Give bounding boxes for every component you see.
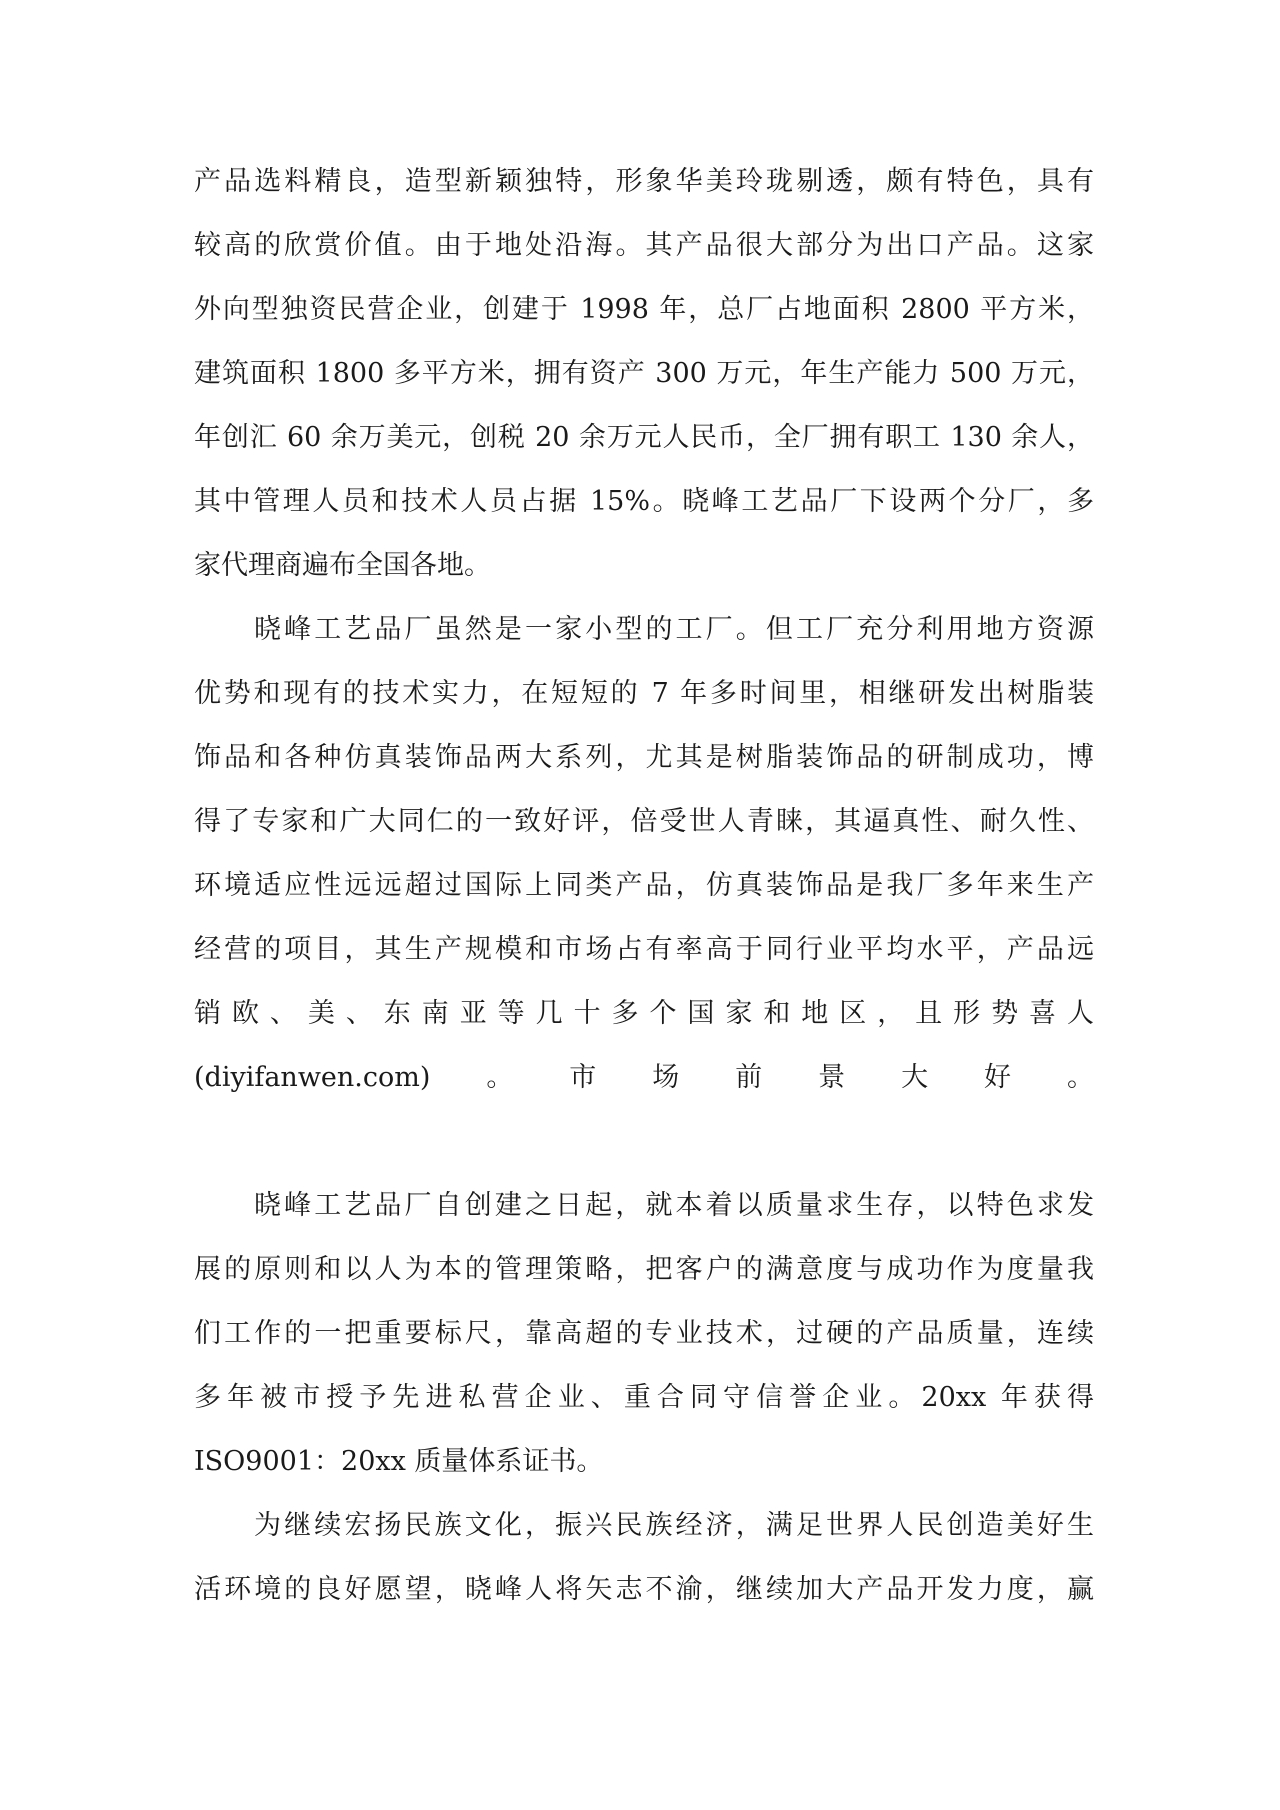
- text-line: 晓峰工艺品厂虽然是一家小型的工厂。但工厂充分利用地方资源: [254, 614, 1094, 645]
- paragraph-1: [194, 150, 1094, 598]
- paragraph-3: [194, 1174, 1094, 1494]
- text-line: 产品选料精良，造型新颖独特，形象华美玲珑剔透，颇有特色，具有: [194, 166, 1094, 197]
- text-line: 多年被市授予先进私营企业、重合同守信誉企业。20xx 年获得: [194, 1382, 1094, 1413]
- text-line: [194, 1110, 1094, 1174]
- paragraph-4: [194, 1494, 1094, 1622]
- text-line: 活环境的良好愿望，晓峰人将矢志不渝，继续加大产品开发力度，赢: [194, 1574, 1094, 1605]
- text-line: 为继续宏扬民族文化，振兴民族经济，满足世界人民创造美好生: [254, 1510, 1094, 1541]
- text-line: 晓峰工艺品厂自创建之日起，就本着以质量求生存，以特色求发: [254, 1190, 1094, 1221]
- text-line: 较高的欣赏价值。由于地处沿海。其产品很大部分为出口产品。这家: [194, 230, 1094, 261]
- text-line: 年创汇 60 余万美元，创税 20 余万元人民币，全厂拥有职工 130 余人，: [194, 422, 1094, 453]
- text-line: 外向型独资民营企业，创建于 1998 年，总厂占地面积 2800 平方米，: [194, 294, 1094, 325]
- text-line: 优势和现有的技术实力，在短短的 7 年多时间里，相继研发出树脂装: [194, 678, 1094, 709]
- text-line: 们工作的一把重要标尺，靠高超的专业技术，过硬的产品质量，连续: [194, 1318, 1094, 1349]
- text-line: 环境适应性远远超过国际上同类产品，仿真装饰品是我厂多年来生产: [194, 870, 1094, 901]
- text-line: 建筑面积 1800 多平方米，拥有资产 300 万元，年生产能力 500 万元，: [194, 358, 1094, 389]
- text-line: 展的原则和以人为本的管理策略，把客户的满意度与成功作为度量我: [194, 1254, 1094, 1285]
- text-line: 得了专家和广大同仁的一致好评，倍受世人青睐，其逼真性、耐久性、: [194, 806, 1094, 837]
- text-line: 家代理商遍布全国各地。: [194, 550, 491, 581]
- text-line: 其中管理人员和技术人员占据 15%。晓峰工艺品厂下设两个分厂，多: [194, 486, 1094, 517]
- paragraph-2: [194, 598, 1094, 1174]
- text-line: (diyifanwen.com)。市场前景大好。: [194, 1062, 1094, 1093]
- text-line: 饰品和各种仿真装饰品两大系列，尤其是树脂装饰品的研制成功，博: [194, 742, 1094, 773]
- text-line: ISO9001：20xx 质量体系证书。: [194, 1446, 604, 1477]
- text-line: 销欧、美、东南亚等几十多个国家和地区，且形势喜人: [194, 998, 1094, 1029]
- text-line: 经营的项目，其生产规模和市场占有率高于同行业平均水平，产品远: [194, 934, 1094, 965]
- document-body: [194, 150, 1094, 1622]
